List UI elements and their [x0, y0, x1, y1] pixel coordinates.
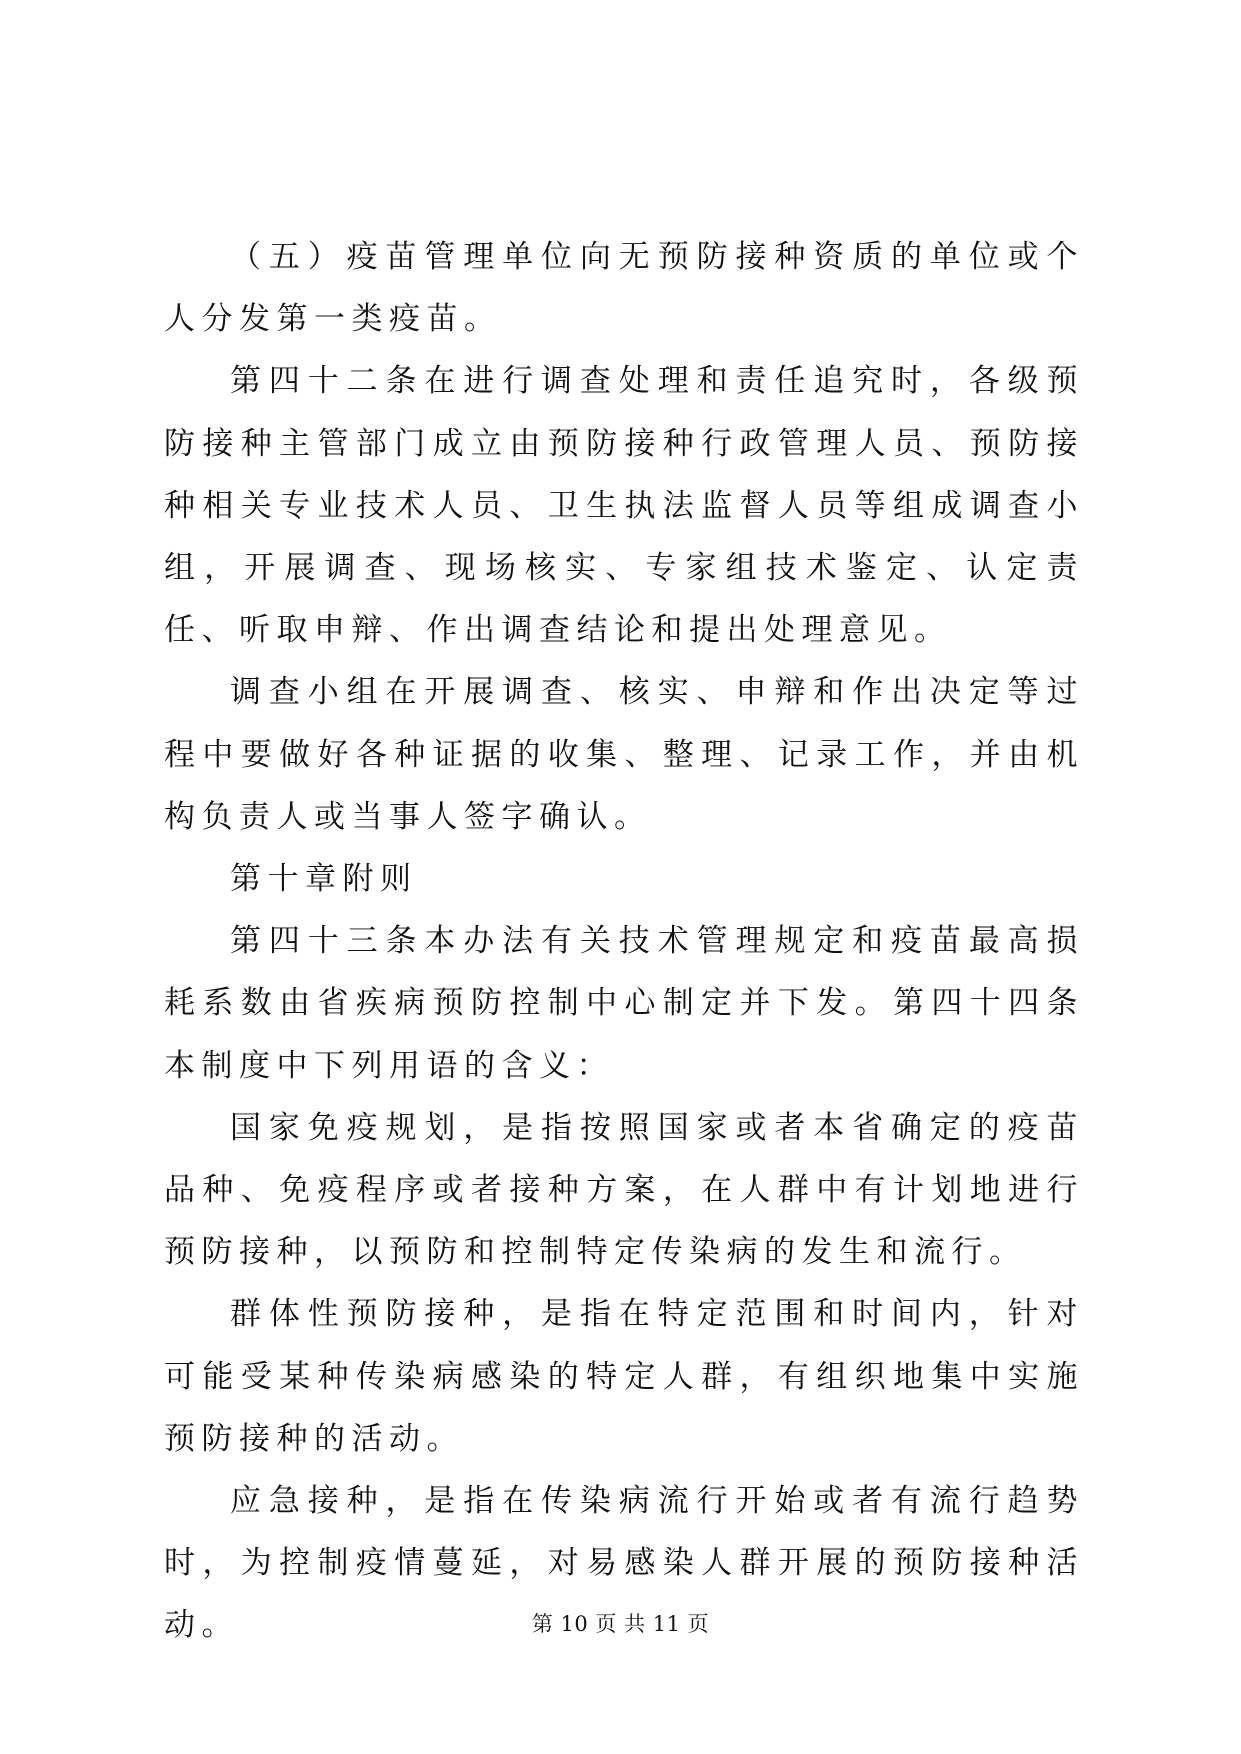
paragraph-definition-national-plan: 国家免疫规划，是指按照国家或者本省确定的疫苗品种、免疫程序或者接种方案，在人群中有计划地进行预防接种，以预防和控制特定传染病的发生和流行。 — [164, 1109, 1084, 1271]
paragraph-investigation-team: 调查小组在开展调查、核实、申辩和作出决定等过程中要做好各种证据的收集、整理、记录工作，并由机构负责人或当事人签字确认。 — [164, 674, 1084, 835]
chapter-heading: 第十章附则 — [230, 861, 418, 898]
paragraph-definition-group-vaccination: 群体性预防接种，是指在特定范围和时间内，针对可能受某种传染病感染的特定人群，有组织地集中实施预防接种的活动。 — [164, 1296, 1084, 1457]
paragraph-item-5: （五）疫苗管理单位向无预防接种资质的单位或个人分发第一类疫苗。 — [164, 239, 1084, 338]
page-number-footer: 第 10 页 共 11 页 — [531, 1612, 710, 1636]
paragraph-definition-emergency-vaccination: 应急接种，是指在传染病流行开始或者有流行趋势时，为控制疫情蔓延，对易感染人群开展的预防接种活动。 — [164, 1483, 1084, 1644]
document-body — [164, 226, 1084, 1657]
paragraph-article-42: 第四十二条在进行调查处理和责任追究时，各级预防接种主管部门成立由预防接种行政管理人员、预防接种相关专业技术人员、卫生执法监督人员等组成调查小组，开展调查、现场核实、专家组技术鉴定、认定责任、听取申辩、作出调查结论和提出处理意见。 — [164, 363, 1084, 649]
paragraph-article-43-44: 第四十三条本办法有关技术管理规定和疫苗最高损耗系数由省疾病预防控制中心制定并下发。第四十四条本制度中下列用语的含义： — [164, 923, 1084, 1084]
